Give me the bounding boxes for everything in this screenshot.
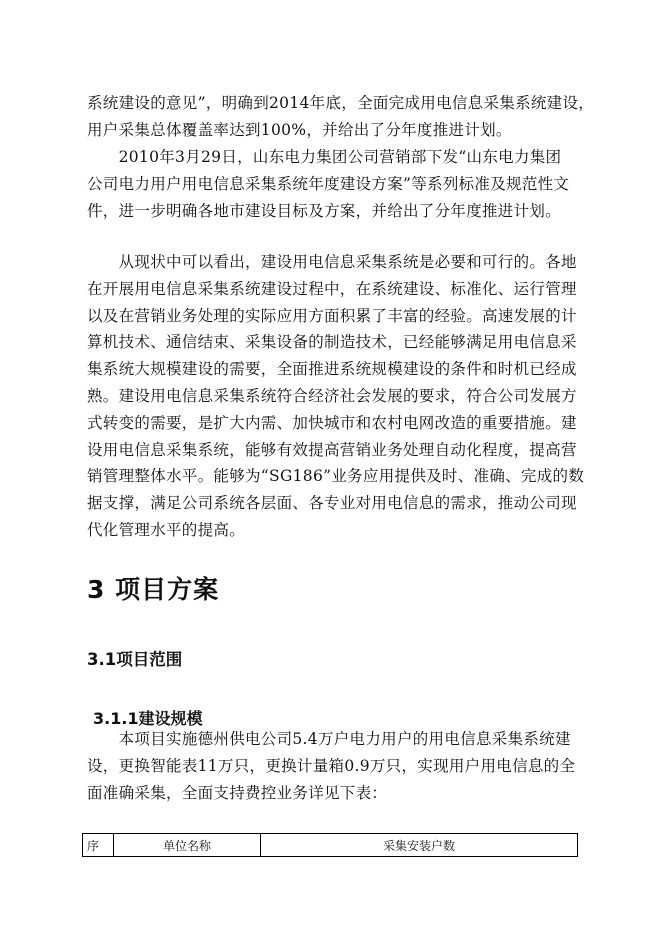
text-line: 用户采集总体覆盖率达到100%，并给出了分年度推进计划。 <box>87 120 512 139</box>
column-header-index: 序 <box>83 834 114 857</box>
text-line: 式转变的需要，是扩大内需、加快城市和农村电网改造的重要措施。建 <box>87 413 577 432</box>
text-line: 在开展用电信息采集系统建设过程中，在系统建设、标准化、运行管理 <box>87 279 577 298</box>
text-line: 算机技术、通信结束、采集设备的制造技术，已经能够满足用电信息采 <box>87 333 577 352</box>
text-line: 件，进一步明确各地市建设目标及方案，并给出了分年度推进计划。 <box>87 201 562 220</box>
text-line: 代化管理水平的提高。 <box>87 520 246 539</box>
text-line: 面准确采集，全面支持费控业务详见下表： <box>87 783 388 802</box>
paragraph-feasibility <box>87 249 585 544</box>
subsubsection-heading: 3.1.1建设规模 <box>93 709 203 728</box>
text-line: 设，更换智能表11万只，更换计量箱0.9万只，实现用户用电信息的全 <box>87 756 576 775</box>
section-heading: 3 项目方案 <box>87 575 220 604</box>
text-line: 以及在营销业务处理的实际应用方面积累了丰富的经验。高速发展的计 <box>87 306 577 325</box>
text-line: 公司电力用户用电信息采集系统年度建设方案”等系列标准及规范性文 <box>87 174 570 193</box>
text-line: 熟。建设用电信息采集系统符合经济社会发展的要求，符合公司发展方 <box>87 386 577 405</box>
text-line: 集系统大规模建设的需要，全面推进系统规模建设的条件和时机已经成 <box>87 360 577 379</box>
paragraph-intro-cont <box>87 90 595 144</box>
paragraph-2010-plan <box>87 144 579 224</box>
paragraph-scope <box>87 726 579 806</box>
text-line: 2010年3月29日，山东电力集团公司营销部下发“山东电力集团 <box>87 148 562 166</box>
text-line: 据支撑，满足公司系统各层面、各专业对用电信息的需求，推动公司现 <box>87 494 577 513</box>
column-header-install-count: 采集安装户数 <box>261 834 578 857</box>
text-line: 本项目实施德州供电公司5.4万户电力用户的用电信息采集系统建 <box>87 730 571 748</box>
text-line: 系统建设的意见”，明确到2014年底，全面完成用电信息采集系统建设， <box>87 94 595 112</box>
text-line: 销管理整体水平。能够为“SG186”业务应用提供及时、准确、完成的数 <box>87 467 585 486</box>
subsection-heading: 3.1项目范围 <box>87 650 183 669</box>
text-line: 从现状中可以看出，建设用电信息采集系统是必要和可行的。各地 <box>87 253 577 271</box>
text-line: 设用电信息采集系统，能够有效提高营销业务处理自动化程度，提高营 <box>87 440 577 459</box>
installation-table <box>82 833 578 857</box>
table-header-row <box>83 834 578 857</box>
column-header-unit-name: 单位名称 <box>114 834 261 857</box>
